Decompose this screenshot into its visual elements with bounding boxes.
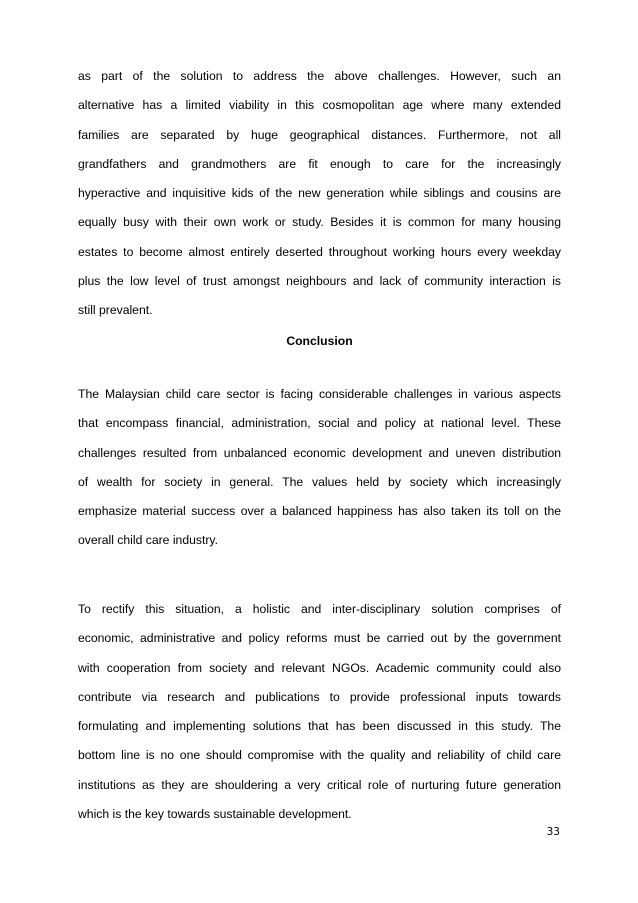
text-line: equally busy with their own work or study. Besides it is common for many housing — [78, 215, 561, 230]
text-line: emphasize material success over a balanced happiness has also taken its toll on the — [78, 504, 561, 519]
text-line: as part of the solution to address the above challenges. However, such an — [78, 69, 561, 83]
text-line: estates to become almost entirely deserted throughout working hours every weekday — [78, 244, 561, 259]
text-line: families are separated by huge geographical distances. Furthermore, not all — [78, 127, 561, 142]
text-line: economic, administrative and policy reforms must be carried out by the government — [78, 631, 561, 646]
section-heading: Conclusion — [286, 334, 353, 348]
text-line: To rectify this situation, a holistic and inter-disciplinary solution comprises of — [78, 602, 561, 616]
page-number: 33 — [546, 826, 560, 838]
text-line: formulating and implementing solutions that has been discussed in this study. The — [78, 719, 561, 734]
paragraph-conclusion-1 — [78, 380, 561, 556]
text-line: still prevalent. — [78, 303, 153, 318]
text-line: hyperactive and inquisitive kids of the new generation while siblings and cousins are — [78, 186, 561, 201]
text-line: plus the low level of trust amongst neighbours and lack of community interaction is — [78, 274, 561, 289]
text-line: bottom line is no one should compromise with the quality and reliability of child care — [78, 748, 561, 763]
text-line: contribute via research and publications to provide professional inputs towards — [78, 689, 561, 704]
text-line: overall child care industry. — [78, 533, 218, 548]
text-line: with cooperation from society and relevant NGOs. Academic community could also — [78, 660, 561, 675]
text-line: of wealth for society in general. The values held by society which increasingly — [78, 474, 561, 489]
text-line: grandfathers and grandmothers are fit enough to care for the increasingly — [78, 156, 561, 171]
text-line: that encompass financial, administration, social and policy at national level. These — [78, 416, 561, 431]
text-line: alternative has a limited viability in this cosmopolitan age where many extended — [78, 98, 561, 113]
text-line: institutions as they are shouldering a very critical role of nurturing future generation — [78, 777, 561, 792]
text-line: The Malaysian child care sector is facing considerable challenges in various aspects — [78, 387, 561, 401]
paragraph-continuation — [78, 62, 561, 326]
text-line: which is the key towards sustainable development. — [78, 807, 352, 822]
paragraph-conclusion-2 — [78, 595, 561, 829]
text-line: challenges resulted from unbalanced economic development and uneven distribution — [78, 445, 561, 460]
